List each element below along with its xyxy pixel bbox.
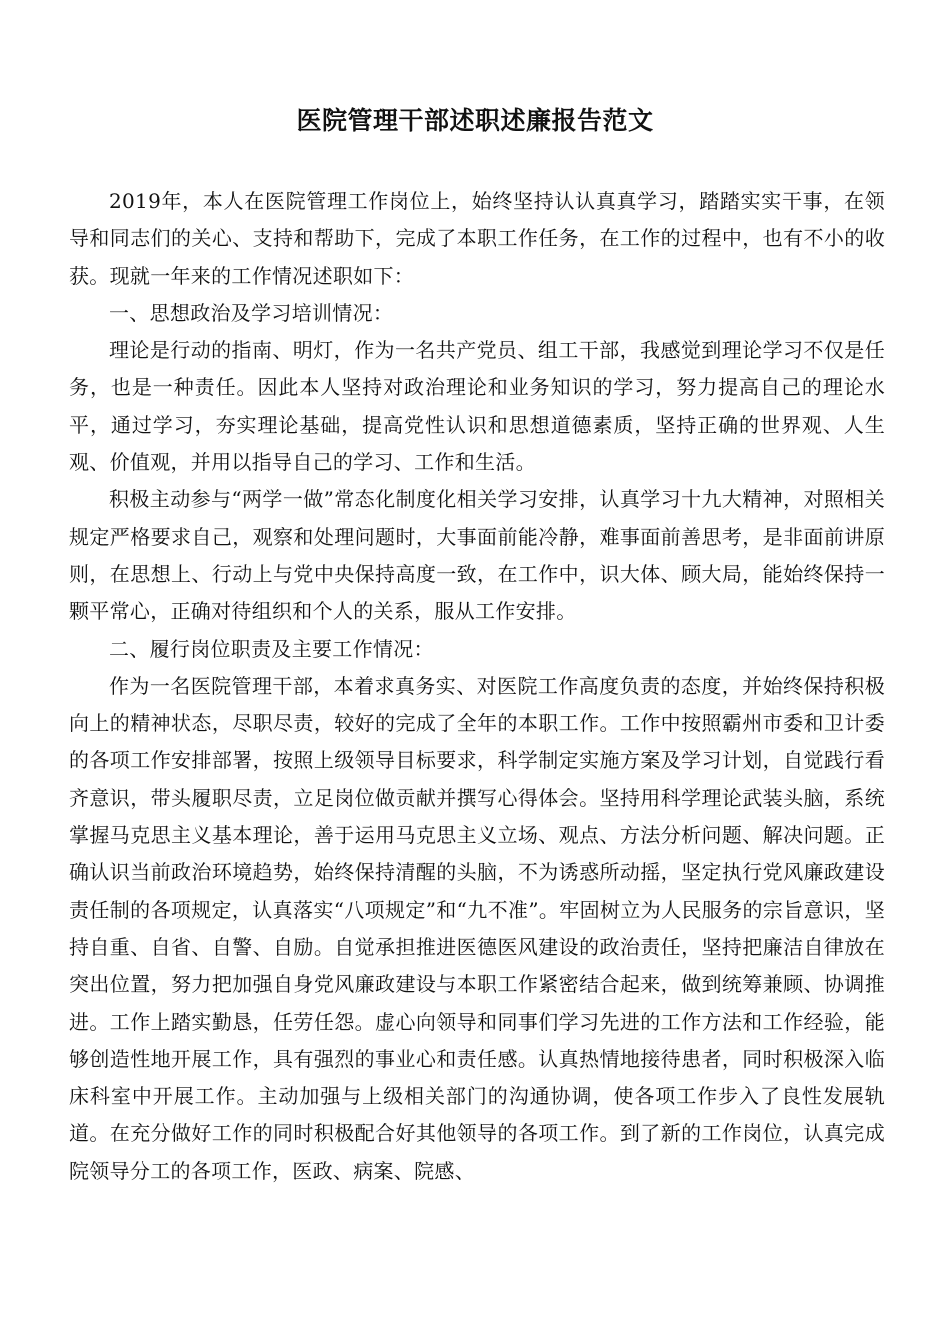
- section-heading-2: 二、履行岗位职责及主要工作情况：: [109, 636, 434, 661]
- document-body: [69, 183, 885, 1190]
- section-heading-1: 一、思想政治及学习培训情况：: [109, 300, 394, 325]
- intro-paragraph: 2019年，本人在医院管理工作岗位上，始终坚持认认真真学习，踏踏实实干事，在领导和同志们的关心、支持和帮助下，完成了本职工作任务，在工作的过程中，也有不小的收获。现就一年来的工作情况述职如下：: [69, 189, 885, 288]
- document-title: 医院管理干部述职述廉报告范文: [296, 106, 654, 135]
- body-paragraph: 理论是行动的指南、明灯，作为一名共产党员、组工干部，我感觉到理论学习不仅是任务，也是一种责任。因此本人坚持对政治理论和业务知识的学习，努力提高自己的理论水平，通过学习，夯实理论基础，提高党性认识和思想道德素质，坚持正确的世界观、人生观、价值观，并用以指导自己的学习、工作和生活。: [69, 338, 885, 475]
- body-paragraph: 积极主动参与“两学一做”常态化制度化相关学习安排，认真学习十九大精神，对照相关规定严格要求自己，观察和处理问题时，大事面前能冷静，难事面前善思考，是非面前讲原则，在思想上、行动上与党中央保持高度一致，在工作中，识大体、顾大局，能始终保持一颗平常心，正确对待组织和个人的关系，服从工作安排。: [69, 487, 885, 624]
- body-paragraph: 作为一名医院管理干部，本着求真务实、对医院工作高度负责的态度，并始终保持积极向上的精神状态，尽职尽责，较好的完成了全年的本职工作。工作中按照霸州市委和卫计委的各项工作安排部署，按照上级领导目标要求，科学制定实施方案及学习计划，自觉践行看齐意识，带头履职尽责，立足岗位做贡献并撰写心得体会。坚持用科学理论武装头脑，系统掌握马克思主义基本理论，善于运用马克思主义立场、观点、方法分析问题、解决问题。正确认识当前政治环境趋势，始终保持清醒的头脑，不为诱惑所动摇，坚定执行党风廉政建设责任制的各项规定，认真落实“八项规定”和“九不准”。牢固树立为人民服务的宗旨意识，坚持自重、自省、自警、自励。自觉承担推进医德医风建设的政治责任，坚持把廉洁自律放在突出位置，努力把加强自身党风廉政建设与本职工作紧密结合起来，做到统筹兼顾、协调推进。工作上踏实勤恳，任劳任怨。虚心向领导和同事们学习先进的工作方法和工作经验，能够创造性地开展工作，具有强烈的事业心和责任感。认真热情地接待患者，同时积极深入临床科室中开展工作。主动加强与上级相关部门的沟通协调，使各项工作步入了良性发展轨道。在充分做好工作的同时积极配合好其他领导的各项工作。到了新的工作岗位，认真完成院领导分工的各项工作，医政、病案、院感、: [69, 673, 885, 1183]
